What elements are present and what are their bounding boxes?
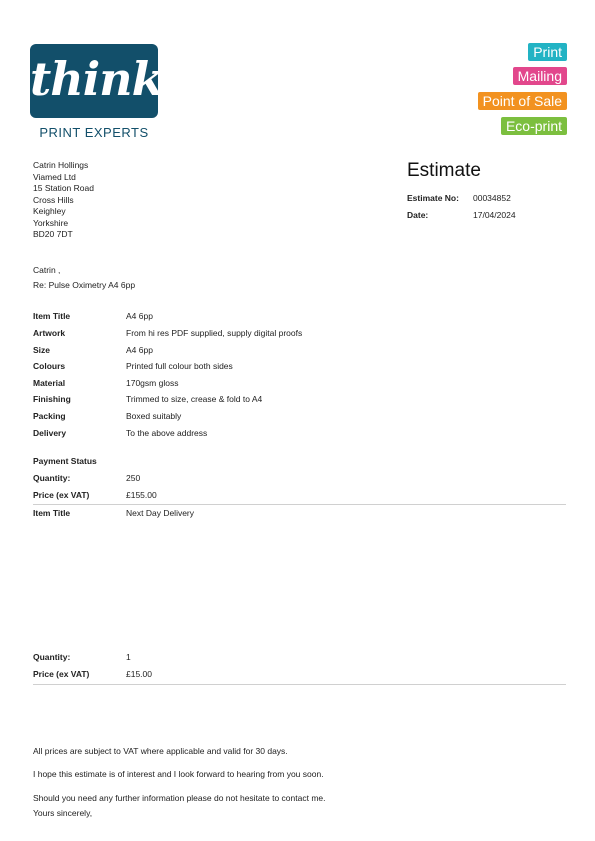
estimate-date: 17/04/2024 [473, 210, 516, 220]
recipient-name: Catrin Hollings [33, 160, 89, 170]
service-tag-eco-print: Eco-print [501, 117, 567, 135]
service-tag-mailing: Mailing [513, 67, 567, 85]
brand-logo: think [30, 52, 163, 106]
divider [33, 504, 566, 505]
vat-note: All prices are subject to VAT where applicable and valid for 30 days. [33, 746, 288, 756]
price-value: £15.00 [126, 669, 152, 679]
quantity-value: 250 [126, 473, 141, 483]
estimate-number-label: Estimate No: [407, 193, 459, 203]
spec-value: To the above address [126, 428, 208, 438]
recipient-address [33, 160, 94, 241]
spec-label: Size [33, 345, 51, 355]
price-label: Price (ex VAT) [33, 490, 90, 500]
spec-label: Artwork [33, 328, 66, 338]
spec-value: Printed full colour both sides [126, 361, 233, 371]
spec-value: A4 6pp [126, 311, 153, 321]
subject-line: Re: Pulse Oximetry A4 6pp [33, 280, 136, 290]
service-tag-point-of-sale: Point of Sale [478, 92, 567, 110]
address-line: Keighley [33, 206, 66, 216]
extra-item-label: Item Title [33, 508, 71, 518]
spec-label: Item Title [33, 311, 71, 321]
payment-status-heading: Payment Status [33, 456, 97, 466]
recipient-company: Viamed Ltd [33, 171, 76, 182]
estimate-date-label: Date: [407, 210, 429, 220]
quantity-label: Quantity: [33, 652, 71, 662]
spec-label: Material [33, 378, 66, 388]
spec-value: Boxed suitably [126, 411, 182, 421]
service-tag-print: Print [528, 43, 567, 61]
divider [33, 684, 566, 685]
price-label: Price (ex VAT) [33, 669, 90, 679]
brand-tagline: PRINT EXPERTS [39, 125, 149, 140]
contact-note: Should you need any further information please do not hesitate to contact me. [33, 793, 326, 803]
spec-label: Finishing [33, 394, 71, 404]
address-line: Yorkshire [33, 217, 69, 228]
spec-label: Delivery [33, 428, 67, 438]
address-line: Cross Hills [33, 194, 74, 205]
spec-value: From hi res PDF supplied, supply digital proofs [126, 328, 303, 338]
estimate-number: 00034852 [473, 193, 511, 203]
salutation: Catrin , [33, 265, 61, 275]
signoff: Yours sincerely, [33, 808, 93, 818]
estimate-title: Estimate [407, 160, 481, 181]
extra-item-value: Next Day Delivery [126, 508, 195, 518]
spec-value: Trimmed to size, crease & fold to A4 [126, 394, 263, 404]
address-line: 15 Station Road [33, 183, 94, 193]
spec-label: Colours [33, 361, 66, 371]
spec-value: 170gsm gloss [126, 378, 179, 388]
interest-note: I hope this estimate is of interest and I look forward to hearing from you soon. [33, 769, 324, 779]
address-line: BD20 7DT [33, 229, 73, 239]
quantity-label: Quantity: [33, 473, 71, 483]
price-value: £155.00 [126, 490, 157, 500]
spec-label: Packing [33, 411, 66, 421]
quantity-value: 1 [126, 652, 131, 662]
spec-value: A4 6pp [126, 345, 153, 355]
